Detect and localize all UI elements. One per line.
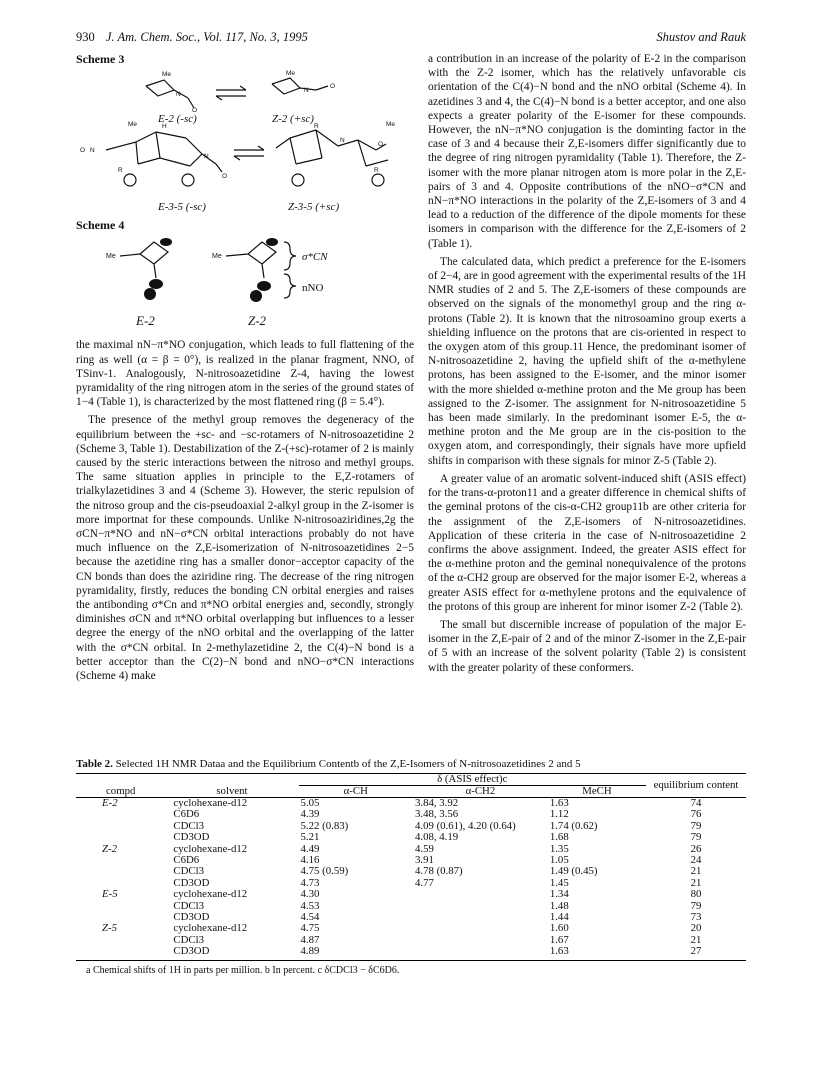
scheme3-title: Scheme 3 — [76, 52, 125, 66]
table-cell: 80 — [690, 888, 702, 901]
table-cell: E-2 — [102, 797, 118, 809]
table-cell: 1.60 — [549, 922, 569, 935]
svg-text:R: R — [314, 123, 319, 131]
table-cell: C6D6 — [173, 808, 200, 821]
right-paragraph-4: The small but discernible increase of population of the major E-isomer in the Z,E-pair of 2 and of the minor Z-isomer in the Z,E-pair of 5 with an increase of the solvent polarity (Table 2) is consistent with the greater polarity of these conformers. — [428, 618, 746, 674]
table-cell — [76, 855, 165, 866]
table-cell: CDCl3 — [173, 819, 205, 832]
right-paragraph-3: A greater value of an aromatic solvent-induced shift (ASIS effect) for the trans-α-proton11 and a greater difference in chemical shifts of the geminal protons of the cis-α-CH2 group11b are other criteria for the assignment of the Z,E-isomers of N-nitrosoazetidines. Application of these criteria in the case of N-nitrosoazetidine 2 confirms the above assignment. Indeed, the greater ASIS effect for the α-methine proton and the geminal nonequivalence of the protons of the α-CH2 group are observed for the major isomer E-2, whereas a greater ASIS effect for α-methylene protons and the equivalence of the protons of this group are inherent for minor isomer Z-2 (Table 2). — [428, 472, 746, 613]
col-header-solvent: solvent — [165, 786, 298, 798]
svg-text:R: R — [374, 167, 379, 175]
table-cell — [76, 912, 165, 923]
table-cell: 1.48 — [549, 899, 569, 912]
scheme3-label-e2: E-2 (-sc) — [158, 113, 197, 126]
col-header-compd: compd — [76, 786, 165, 798]
running-header — [76, 30, 746, 48]
table-cell: Z-2 — [102, 842, 117, 855]
table-cell: C6D6 — [173, 854, 200, 867]
table-cell: CD3OD — [173, 911, 210, 924]
table-cell: 73 — [690, 911, 702, 924]
svg-text:Me: Me — [286, 70, 296, 78]
table-cell: CD3OD — [165, 946, 298, 960]
svg-text:O: O — [330, 83, 336, 91]
table-cell: 4.08, 4.19 — [414, 831, 459, 844]
author-names: Shustov and Rauk — [656, 30, 746, 44]
scheme3-drawing — [76, 68, 414, 218]
scheme4-label-e2: E-2 — [136, 313, 155, 329]
page-number: 930 — [76, 30, 95, 44]
table-cell — [76, 878, 165, 889]
table-cell: CDCl3 — [173, 865, 205, 878]
table-cell: 1.63 — [548, 946, 646, 960]
scheme3-label-e35: E-3-5 (-sc) — [158, 201, 206, 214]
svg-text:O: O — [80, 147, 86, 155]
svg-text:H: H — [162, 123, 167, 131]
table-cell: 4.77 — [414, 876, 434, 889]
group-header: δ (ASIS effect)c — [299, 774, 646, 786]
table-cell: 4.78 (0.87) — [414, 865, 463, 878]
scheme4-orbital-nno: nNO — [302, 282, 324, 295]
table-cell: 1.74 (0.62) — [549, 819, 598, 832]
scheme4-title: Scheme 4 — [76, 218, 125, 233]
table-cell: 79 — [690, 899, 702, 912]
svg-text:N: N — [204, 153, 209, 161]
table-cell — [76, 901, 165, 912]
svg-text:O: O — [192, 107, 198, 115]
table-cell: CD3OD — [173, 876, 210, 889]
table-cell: 1.12 — [549, 808, 569, 821]
table2-title: Table 2. Selected 1H NMR Dataa and the Equilibrium Contentb of the Z,E-Isomers of N-nitrosoazetidines 2 and 5 — [76, 758, 581, 770]
table-cell: 3.91 — [414, 854, 434, 867]
right-paragraph-2: The calculated data, which predict a preference for the E-isomers of 2−4, are in good agreement with the experimental results of the 1H NMR studies of 2 and 5. The Z,E-isomers of these compounds are observed on the signals of the monomethyl group and the ring α-protons (Table 2). It is known that the nitrosoamino group exerts a shielding influence on the protons that are cis-oriented in respect to the oxygen atom of this group.11 Hence, the predominant isomer of N-nitrosoazetidine 2, having the upfield shift of the α-methylene protons, has been assigned to the E-isomer, and the minor isomer with the more shielded α-methine proton and the Me group has been assigned to the Z-isomer. The assignment for N-nitrosoazetidine 5 has been made similarly. In the predominant isomer E-5, the α-methine proton and the Me group are in the cis-position to the oxygen atom, and correspondingly, their signals have more upfield shifts in comparison with these signals for minor Z-5 (Table 2). — [428, 255, 746, 467]
table-cell — [413, 889, 548, 900]
table-cell: 1.67 — [549, 933, 569, 946]
table-cell: 26 — [690, 842, 702, 855]
table-cell: 79 — [690, 819, 702, 832]
table-cell: cyclohexane-d12 — [173, 922, 248, 935]
left-paragraph-2: The presence of the methyl group removes the degeneracy of the equilibrium between the +sc- and −sc-rotamers of N-nitrosoazetidine 2 (Scheme 3, Table 1). Destabilization of the Z-(+sc)-rotamer of 2 is mainly caused by the steric interactions between the nitroso and methyl groups. The same situation applies in principle to the E,Z-rotamers of trialkylazetidines 3 and 4 (Scheme 3). However, the steric repulsion of the nitroso group and the cis-pseudoaxial 2-alkyl group in the Z-isomer is more importnat for these compounds. Unlike N-nitrosoaziridines,2g the σCN−π*NO and nN−σ*CN orbital interactions probably do not have much influence on the Z,E-isomerization of N-nitrosoazetidines 2−5 because the azetidine ring has a smaller donor−acceptor capacity of the CN bonds than does the aziridine ring. The decrease of the ring nitrogen pyramidality, firstly, reduces the bonding CN orbital energies and raises the antibonding σ*Cn and π*NO orbital energies and, secondly, strongly diminishes σCN and π*NO orbital overlapping but influences to a lesser degree the energy of the nNO orbital and the overlapping of the latter with the σ*CN orbital. In 2-methylazetidine 2, the C(4)−N bond is a better acceptor than the C(2)−N bond and nNO−σ*CN interactions (Scheme 4) make — [76, 414, 414, 683]
table-cell: 4.30 — [300, 888, 320, 901]
svg-text:N: N — [340, 137, 345, 145]
right-column — [428, 52, 746, 675]
table-cell: 21 — [690, 933, 702, 946]
table-cell: 4.87 — [300, 933, 320, 946]
table-cell — [413, 912, 548, 923]
table2-footnote: a Chemical shifts of 1H in parts per million. b In percent. c δCDCl3 − δC6D6. — [86, 964, 400, 976]
svg-text:Me: Me — [386, 121, 396, 129]
table-cell: 4.49 — [300, 842, 320, 855]
table-cell — [413, 901, 548, 912]
table-cell: 1.49 (0.45) — [549, 865, 598, 878]
table2 — [76, 758, 746, 976]
table-cell: 24 — [690, 854, 702, 867]
table-cell: 21 — [690, 876, 702, 889]
left-column — [76, 52, 414, 683]
table-cell: 4.73 — [300, 876, 320, 889]
table-cell: 5.05 — [300, 797, 320, 809]
svg-text:O: O — [378, 141, 384, 149]
table-cell: cyclohexane-d12 — [173, 842, 248, 855]
table-cell: 3.84, 3.92 — [414, 797, 459, 809]
left-paragraph-1: the maximal nN−π*NO conjugation, which leads to full flattening of the ring as well (α = β = 0°), is realized in the planar fragment, NNO, of TSinv-1. Analogously, N-nitrosoazetidine Z-4, having the lowest pyramidality of the ring nitrogen atom in the series of the ground states of 1−4 (Table 1), is characterized by the most flattened ring (β = 5.4°). — [76, 339, 414, 409]
table-cell: 4.39 — [300, 808, 320, 821]
table-cell: CDCl3 — [173, 899, 205, 912]
scheme4-figure — [76, 234, 414, 332]
svg-text:Me: Me — [162, 71, 172, 79]
table-cell: 27 — [646, 946, 746, 960]
journal-citation: J. Am. Chem. Soc., Vol. 117, No. 3, 1995 — [105, 30, 308, 44]
table-cell: cyclohexane-d12 — [173, 888, 248, 901]
svg-text:Me: Me — [212, 253, 222, 261]
table-cell: 4.59 — [414, 842, 434, 855]
table-cell: 1.35 — [549, 842, 569, 855]
scheme4-drawing — [76, 234, 414, 312]
table-cell: 1.05 — [549, 854, 569, 867]
table-cell: 5.21 — [300, 831, 320, 844]
table-cell: 79 — [690, 831, 702, 844]
table-cell: 21 — [690, 865, 702, 878]
table-cell — [76, 821, 165, 832]
table-cell: cyclohexane-d12 — [173, 797, 248, 809]
table-cell: 76 — [690, 808, 702, 821]
table-cell — [76, 809, 165, 820]
svg-text:R: R — [118, 167, 123, 175]
scheme3-figure — [76, 68, 414, 218]
table-cell: CD3OD — [173, 831, 210, 844]
table-cell: 5.22 (0.83) — [300, 819, 349, 832]
scheme4-label-z2: Z-2 — [248, 313, 267, 329]
table-cell: CDCl3 — [173, 933, 205, 946]
right-paragraph-1: a contribution in an increase of the polarity of E-2 in the comparison with the Z-2 isomer, which has the relatively unfavorable cis orientation of the C(4)−N bond and the nNO orbital (Scheme 4). In azetidines 3 and 4, the C(4)−N bond is a better acceptor, and one also expects a greater polarity of the E-isomer for these compounds. However, the nN−π*NO conjugation is the dominting factor in the case of 3 and 4 because their Z,E-isomers differ significantly due to the degree of ring nitrogen pyramidality (Table 1). Therefore, the Z-isomer with the more planar nitrogen atom is more polar in the Z,E-pairs of 3 and 4. Opposite contributions of the nNO−σ*CN and nN−π*NO interactions in the polarity of the Z,E-isomers of 3 and 4 lead to a reduction of the difference of the dipole moments for these isomers in comparison with the difference for the Z,E-isomers of 2 (Table 1). — [428, 53, 746, 250]
table-cell — [76, 832, 165, 843]
table-cell: 4.75 (0.59) — [300, 865, 349, 878]
col-header-equilibrium: equilibrium content — [646, 774, 746, 798]
table-cell — [413, 923, 548, 934]
table-cell: 1.63 — [549, 797, 569, 809]
svg-text:N: N — [304, 87, 309, 95]
table-cell: 4.89 — [299, 946, 413, 960]
table-cell: Z-5 — [102, 922, 117, 935]
scheme3-label-z35: Z-3-5 (+sc) — [288, 201, 340, 214]
table-cell: 1.34 — [549, 888, 569, 901]
col-header-alpha-ch2: α-CH2 — [413, 786, 548, 798]
table-cell: 4.54 — [300, 911, 320, 924]
table-cell: 74 — [690, 797, 702, 809]
table-cell: 20 — [690, 922, 702, 935]
table-cell — [76, 866, 165, 877]
table-cell — [413, 935, 548, 946]
col-header-mech: MeCH — [548, 786, 646, 798]
col-header-alpha-ch: α-CH — [299, 786, 413, 798]
table-cell: 1.45 — [549, 876, 569, 889]
scheme4-orbital-sigma: σ*CN — [302, 251, 328, 264]
table-cell: 1.68 — [549, 831, 569, 844]
table-row — [76, 889, 746, 900]
table-cell: 4.09 (0.61), 4.20 (0.64) — [414, 819, 516, 832]
table-cell — [413, 946, 548, 960]
scheme3-label-z2: Z-2 (+sc) — [272, 113, 314, 126]
svg-text:Me: Me — [106, 253, 116, 261]
svg-text:N: N — [176, 91, 181, 99]
table-cell: 4.75 — [300, 922, 320, 935]
table-cell — [76, 946, 165, 960]
table-cell: 3.48, 3.56 — [414, 808, 459, 821]
table-row — [76, 832, 746, 843]
svg-text:Me: Me — [128, 121, 138, 129]
svg-text:N: N — [90, 147, 95, 155]
table-cell — [76, 935, 165, 946]
table2-body — [76, 798, 746, 961]
table-row — [76, 946, 746, 960]
table-cell: E-5 — [102, 888, 118, 901]
table-cell: 4.53 — [300, 899, 320, 912]
table2-grid — [76, 773, 746, 961]
svg-text:O: O — [222, 173, 228, 181]
table-cell: 4.16 — [300, 854, 320, 867]
table-cell: 1.44 — [549, 911, 569, 924]
